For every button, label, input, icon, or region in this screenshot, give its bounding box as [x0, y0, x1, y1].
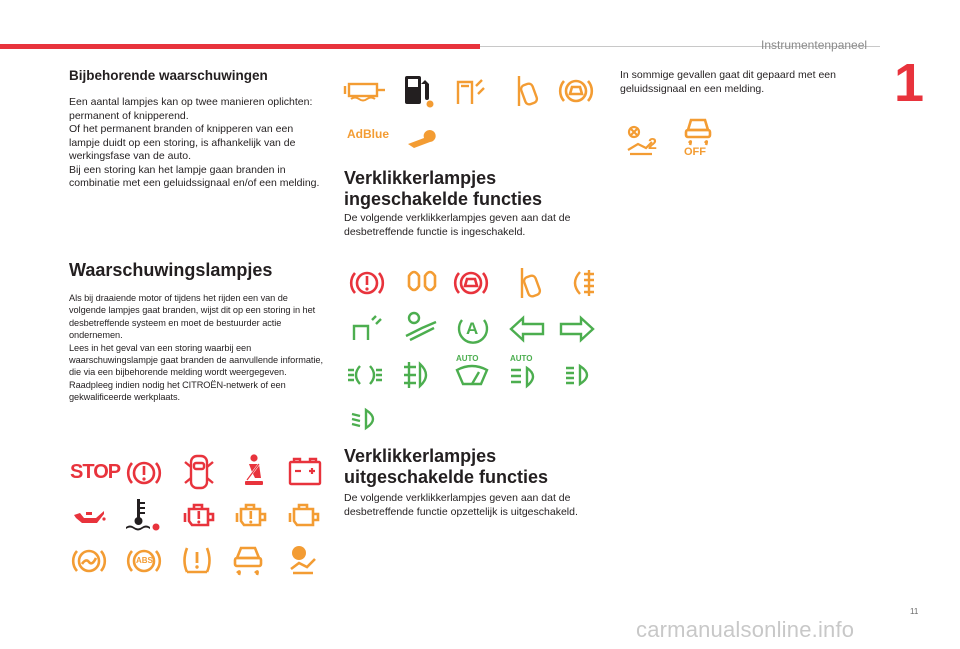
coolant-temperature-icon [124, 496, 162, 534]
engine-fault-orange-icon [232, 497, 270, 535]
extra-info-text: In sommige gevallen gaat dit gepaard met een geluidssignaal en een melding. [620, 69, 836, 95]
auto-function-icon [454, 310, 492, 348]
esp-off-icon [679, 116, 717, 158]
heading-indicators-on [344, 168, 542, 210]
page-number: 11 [910, 607, 919, 616]
brake-on-icon [348, 264, 386, 302]
main-beam-icon [562, 356, 600, 394]
seatbelt-icon [233, 452, 271, 490]
indicators-on-text: De volgende verklikkerlampjes geven aan dat de desbetreffende functie is ingeschakeld. [344, 212, 571, 238]
tyre-pressure-icon [178, 542, 216, 580]
related-warnings-text [69, 96, 324, 191]
paragraph: Lees in het geval van een storing waarbij een waarschuwingslampje gaat branden de aanvullende informatie, die via een bijbehorende melding wordt weergegeven. [69, 342, 323, 378]
front-fog-lamp-icon [400, 356, 438, 394]
paragraph: Een aantal lampjes kan op twee manieren oplichten: permanent of knipperend. [69, 96, 313, 122]
heading-warning-lamps: Waarschuwingslampjes [69, 260, 273, 280]
heading-line: Verklikkerlampjes [344, 168, 497, 188]
turn-left-icon [507, 310, 547, 348]
paragraph: Of het permanent branden of knipperen van een lampje duidt op een storing, is afhankelijk van de werkingsfase van de auto. [69, 123, 296, 162]
door-open-icon [180, 453, 218, 491]
fuel-level-icon [399, 72, 437, 110]
stop-icon: STOP [70, 461, 121, 483]
passenger-number: 2 [648, 136, 657, 153]
heading-indicators-off [344, 446, 548, 488]
glow-plug-icon [403, 264, 441, 302]
a-letter: A [466, 319, 479, 338]
airbag-deactivated-icon [622, 122, 664, 160]
watermark: carmanualsonline.info [636, 617, 855, 642]
paragraph: Raadpleeg indien nodig het CITROËN-netwerk of een gekwalificeerde werkplaats. [69, 379, 286, 403]
warning-lamps-text [69, 292, 325, 404]
off-label: OFF [684, 146, 706, 158]
heading-related-warnings: Bijbehorende waarschuwingen [69, 68, 268, 83]
auto-headlamps-icon [507, 354, 545, 392]
paragraph: Als bij draaiende motor of tijdens het rijden een van de volgende lampjes gaat branden, wijst dit op een storing in het desbetreffende systeem en moet de bestuurder actie ondernemen. [69, 293, 316, 341]
diesel-preheat-icon [341, 72, 389, 110]
page-header-title: Instrumentenpaneel [761, 38, 868, 52]
paragraph: Bij een storing kan het lampje gaan branden in combinatie met een geluidssignaal en/of een melding. [69, 163, 320, 189]
heading-line: Verklikkerlampjes [344, 446, 497, 466]
turn-right-icon [557, 310, 597, 348]
indicators-off-text: De volgende verklikkerlampjes geven aan dat de desbetreffende functie opzettelijk is uitgeschakeld. [344, 492, 578, 518]
park-assist-on-icon [508, 264, 546, 302]
heading-line: ingeschakelde functies [344, 189, 543, 209]
service-wrench-icon [402, 124, 440, 162]
header-accent-bar [0, 44, 480, 49]
cruise-control-icon [402, 308, 440, 346]
chapter-number: 1 [894, 53, 925, 113]
engine-self-diagnosis-icon [285, 497, 323, 535]
battery-icon [286, 452, 324, 490]
fuel-cap-icon [452, 72, 490, 110]
auto-label-2: AUTO [510, 354, 533, 363]
heading-line: uitgeschakelde functies [344, 467, 549, 487]
rear-fog-lamp-icon [562, 264, 600, 302]
abs-label: ABS [136, 556, 153, 565]
airbag-off-icon [283, 541, 321, 579]
abs-icon [125, 542, 163, 580]
auto-wipers-icon [453, 354, 491, 392]
brake-warning-icon [125, 454, 163, 492]
side-lights-icon [346, 356, 384, 394]
diesel-particulate-filter-icon [70, 542, 108, 580]
lane-assist-icon [348, 308, 386, 346]
adblue-icon: AdBlue [347, 127, 389, 141]
auto-brake-on-icon [452, 264, 490, 302]
engine-fault-red-icon [180, 497, 218, 535]
park-assist-fault-icon [505, 72, 543, 110]
auto-label: AUTO [456, 354, 479, 363]
oil-pressure-icon [70, 497, 108, 535]
dipped-beam-icon [348, 400, 386, 438]
esp-icon [229, 540, 267, 578]
automatic-braking-fault-icon [557, 72, 595, 110]
